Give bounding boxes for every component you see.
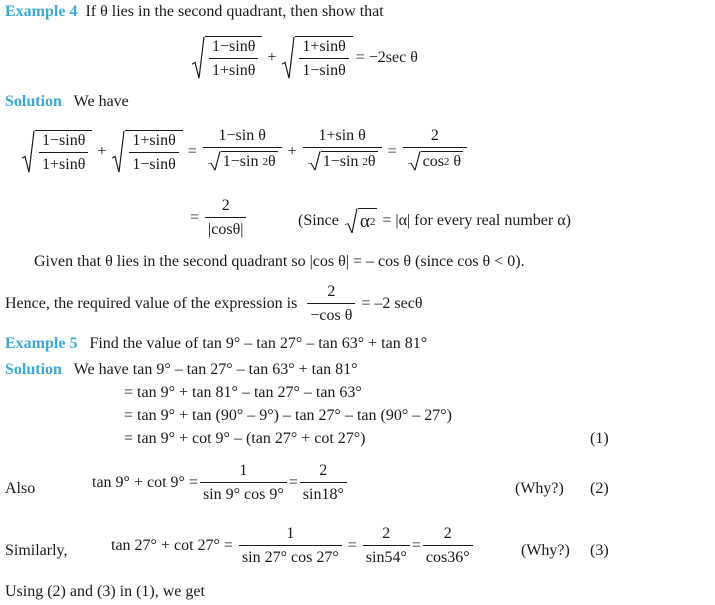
ex4-num2: 1+sinθ [302,38,346,55]
example-5-label: Example 5 [5,335,78,352]
s4-den1: 1+sinθ [39,152,88,174]
ex4-num1: 1−sinθ [212,38,256,55]
solution-4-label: Solution [5,93,62,110]
sol5-line3: = tan 9° + tan (90° – 9°) – tan 27° – tan (90° – 27°) [124,407,452,424]
similarly-equation: tan 27° + cot 27° = $\frac{1}{\sin 27^\circ \cos 27^\circ}$ = $\frac{2}{\sin 54^\circ}$ = $\frac{2}{\cos 36^\circ}$ [111,525,475,567]
example-5-statement: Find the value of tan 9° – tan 27° – tan 63° + tan 81° [89,335,428,352]
example-4-statement: If θ lies in the second quadrant, then show that [85,3,384,20]
sol5-line1: We have tan 9° – tan 27° – tan 63° + tan 81° [73,361,358,378]
eq-tag-3: (3) [590,542,609,559]
s4-frac-b: 1+sin θ 1−sin 2 θ [303,127,382,176]
ex4-den2: 1−sinθ [299,58,348,80]
solution-4-equation-1: $\frac{1-\sin\theta}{1+\sin\theta}$ + $\frac{1+\sin\theta}{1-\sin\theta}$ = 1−sin θ 1−sin 2 θ + 1+sin θ 1−sin 2 θ = 2 cos 2 θ [20,127,469,176]
example-4-label: Example 4 [5,3,78,20]
ex4-den1: 1+sinθ [209,58,258,80]
using-line: Using (2) and (3) in (1), we get [5,583,205,600]
similarly-label: Similarly, [5,542,68,559]
s4-frac-a: 1−sin θ 1−sin 2 θ [203,127,282,176]
s4-num1: 1−sinθ [42,131,86,149]
why-2: (Why?) [515,480,564,497]
also-equation: tan 9° + cot 9° = $\frac{1}{\sin 9^\circ \cos 9^\circ}$ = $\frac{2}{\sin 18^\circ}$ [92,462,349,504]
also-label: Also [5,480,36,497]
example-4-heading [5,3,384,21]
sqrt-1 [191,36,262,80]
eq-tag-1: (1) [590,430,609,447]
hence-line: Hence, the required value of the expression is $\frac{2}{\text{−cos θ}}$ = –2 secθ [5,283,423,324]
example-5-heading [5,335,427,353]
example-4-equation: $\frac{1-\sin\theta}{1+\sin\theta}$ + $\frac{1+\sin\theta}{1-\sin\theta}$ = −2sec θ [190,36,418,80]
s4-frac-c: 2 cos 2 θ [403,127,468,176]
s4-den2: 1−sinθ [129,152,178,174]
solution-4-intro: We have [73,93,129,110]
sol5-line2: = tan 9° + tan 81° – tan 27° – tan 63° [124,384,362,401]
eq-tag-2: (2) [590,480,609,497]
s4-num2: 1+sinθ [132,131,176,149]
given-line: Given that θ lies in the second quadrant so |cos θ| = – cos θ (since cos θ < 0). [34,253,525,270]
since-note: (Since α 2 = |α| for every real number α) [298,208,571,234]
solution-5-label: Solution [5,361,62,378]
sol5-line4: = tan 9° + cot 9° – (tan 27° + cot 27°) [124,430,366,447]
solution-5-heading [5,361,358,379]
why-3: (Why?) [521,542,570,559]
solution-4-heading [5,93,129,111]
sqrt-2 [281,36,352,80]
ex4-rhs: = −2sec θ [355,49,418,66]
solution-4-equation-2: = $\frac{2}{|\cos\theta|}$ [186,197,248,239]
